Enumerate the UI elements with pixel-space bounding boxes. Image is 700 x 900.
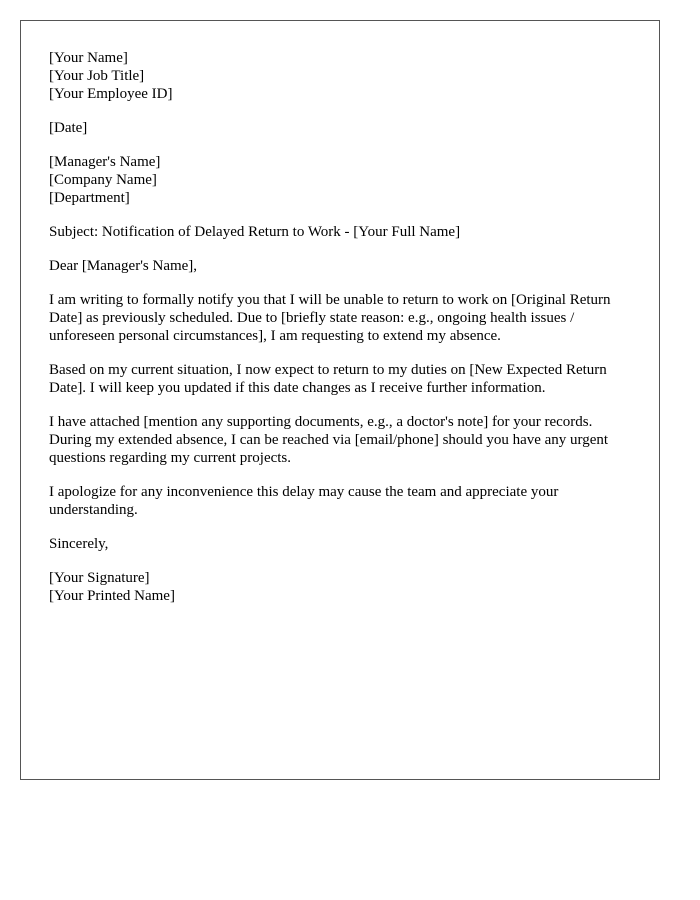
recipient-manager-name: [Manager's Name] <box>49 154 161 170</box>
date-block <box>49 119 635 137</box>
salutation <box>49 257 635 275</box>
letter-page <box>20 20 660 780</box>
body-paragraph-1: I am writing to formally notify you that I will be unable to return to work on [Original Return Date] as previously scheduled. Due to [briefly state reason: e.g., ongoing health issues / unforeseen personal circumstances], I am requesting to extend my absence. <box>49 292 611 344</box>
subject-text: Subject: Notification of Delayed Return to Work - [Your Full Name] <box>49 224 461 240</box>
sender-block <box>49 49 635 103</box>
sender-job-title: [Your Job Title] <box>49 68 145 84</box>
sender-name: [Your Name] <box>49 50 128 66</box>
recipient-company-name: [Company Name] <box>49 172 157 188</box>
closing <box>49 535 635 553</box>
recipient-block <box>49 153 635 207</box>
signature-line: [Your Signature] <box>49 570 150 586</box>
salutation-text: Dear [Manager's Name], <box>49 258 198 274</box>
closing-text: Sincerely, <box>49 536 109 552</box>
subject-line <box>49 223 635 241</box>
sender-employee-id: [Your Employee ID] <box>49 86 173 102</box>
body-paragraph-3: I have attached [mention any supporting documents, e.g., a doctor's note] for your records. During my extended absence, I can be reached via [email/phone] should you have any urgent questions regarding my current projects. <box>49 414 609 466</box>
letter-body <box>49 49 635 621</box>
letter-date: [Date] <box>49 120 88 136</box>
body-paragraph-2: Based on my current situation, I now expect to return to my duties on [New Expected Return Date]. I will keep you updated if this date changes as I receive further information. <box>49 362 607 396</box>
signature-block <box>49 569 635 605</box>
recipient-department: [Department] <box>49 190 130 206</box>
printed-name: [Your Printed Name] <box>49 588 175 604</box>
body-paragraph-4: I apologize for any inconvenience this delay may cause the team and appreciate your understanding. <box>49 484 559 518</box>
